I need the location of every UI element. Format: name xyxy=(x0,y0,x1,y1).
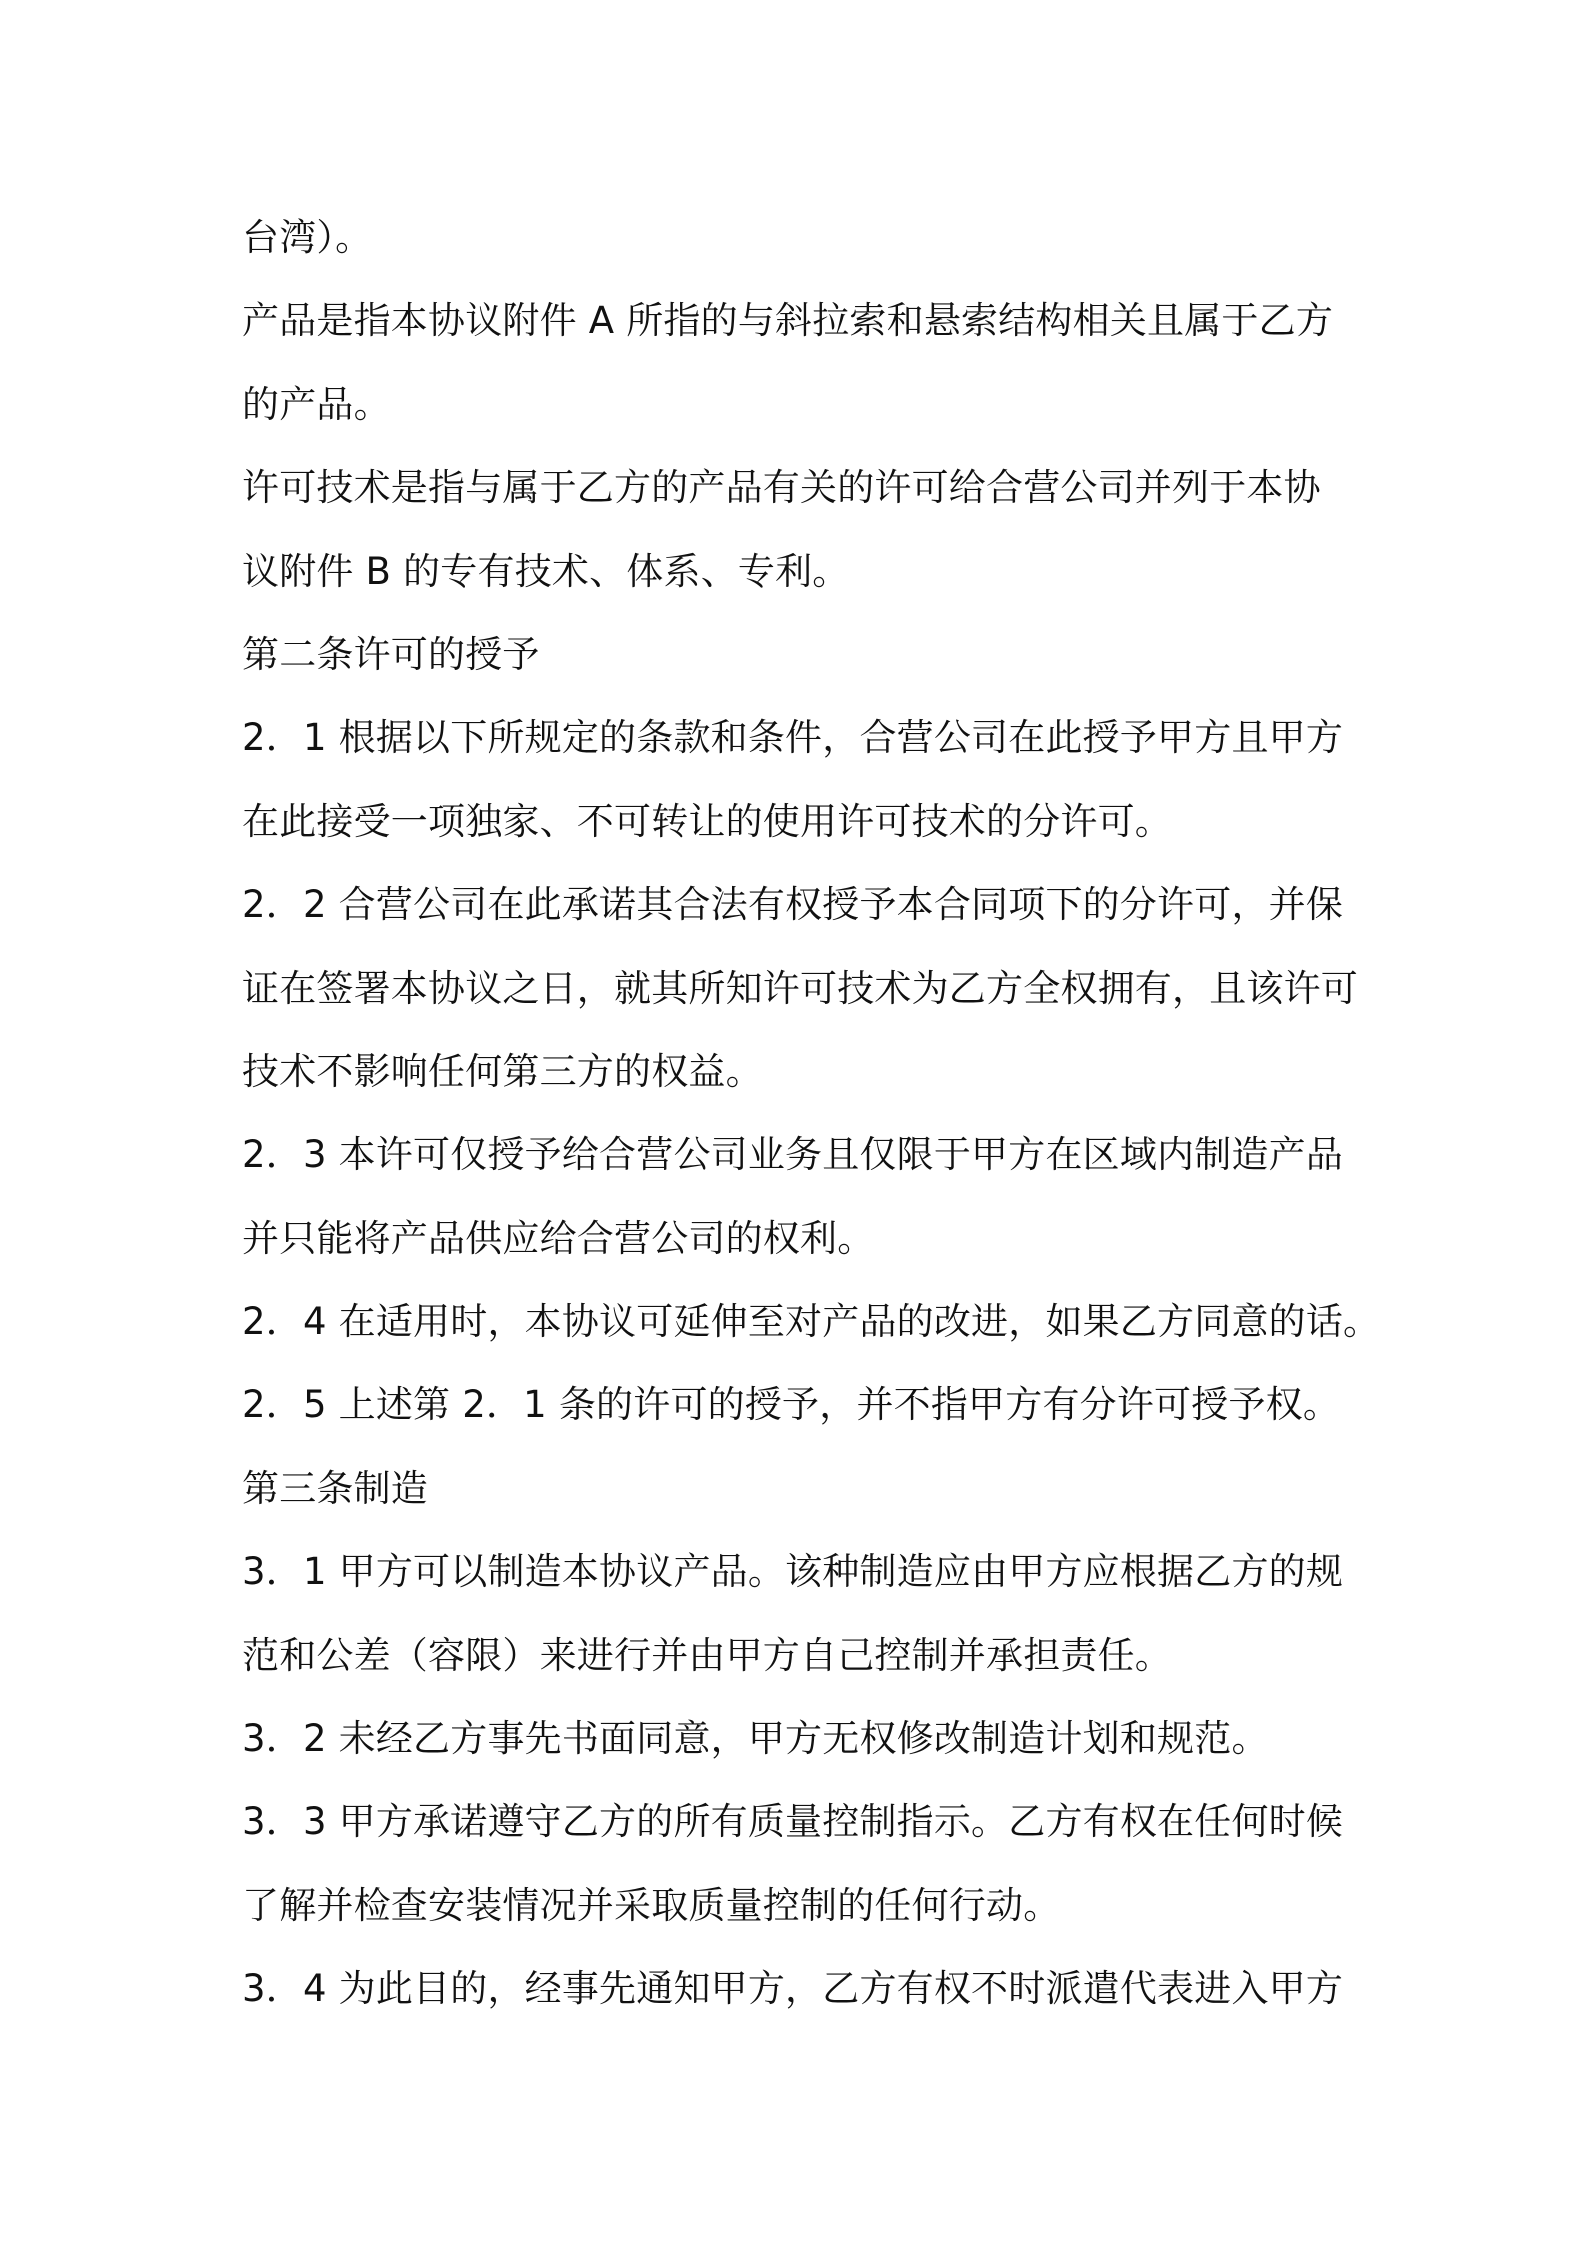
article-heading-manufacture: 第三条制造 xyxy=(242,1466,428,1510)
clause-2-1: 2．1 根据以下所规定的条款和条件，合营公司在此授予甲方且甲方 xyxy=(242,716,1344,760)
text-line-product-definition-cont: 的产品。 xyxy=(242,382,391,426)
clause-3-1: 3．1 甲方可以制造本协议产品。该种制造应由甲方应根据乙方的规 xyxy=(242,1550,1344,1594)
clause-2-2-cont: 证在签署本协议之日，就其所知许可技术为乙方全权拥有，且该许可 xyxy=(242,966,1358,1010)
clause-2-3-cont: 并只能将产品供应给合营公司的权利。 xyxy=(242,1216,875,1260)
clause-2-5: 2．5 上述第 2．1 条的许可的授予，并不指甲方有分许可授予权。 xyxy=(242,1383,1341,1427)
clause-2-1-cont: 在此接受一项独家、不可转让的使用许可技术的分许可。 xyxy=(242,799,1172,843)
clause-2-2-cont-2: 技术不影响任何第三方的权益。 xyxy=(242,1049,763,1093)
article-heading-grant: 第二条许可的授予 xyxy=(242,632,540,676)
clause-3-3: 3．3 甲方承诺遵守乙方的所有质量控制指示。乙方有权在任何时候 xyxy=(242,1800,1344,1844)
text-line-continuation: 台湾）。 xyxy=(242,216,373,259)
clause-3-2: 3．2 未经乙方事先书面同意，甲方无权修改制造计划和规范。 xyxy=(242,1717,1269,1761)
clause-3-1-cont: 范和公差（容限）来进行并由甲方自己控制并承担责任。 xyxy=(242,1633,1172,1677)
clause-2-4: 2．4 在适用时，本协议可延伸至对产品的改进，如果乙方同意的话。 xyxy=(242,1300,1381,1344)
document-body xyxy=(242,196,1381,2031)
text-line-product-definition: 产品是指本协议附件 A 所指的与斜拉索和悬索结构相关且属于乙方 xyxy=(242,299,1334,343)
clause-2-2: 2．2 合营公司在此承诺其合法有权授予本合同项下的分许可，并保 xyxy=(242,883,1344,927)
clause-3-4: 3．4 为此目的，经事先通知甲方，乙方有权不时派遣代表进入甲方 xyxy=(242,1967,1344,2011)
clause-3-3-cont: 了解并检查安装情况并采取质量控制的任何行动。 xyxy=(242,1883,1061,1927)
text-line-licensed-tech-definition-cont: 议附件 B 的专有技术、体系、专利。 xyxy=(242,549,850,593)
text-line-licensed-tech-definition: 许可技术是指与属于乙方的产品有关的许可给合营公司并列于本协 xyxy=(242,466,1321,510)
clause-2-3: 2．3 本许可仅授予给合营公司业务且仅限于甲方在区域内制造产品 xyxy=(242,1133,1344,1177)
